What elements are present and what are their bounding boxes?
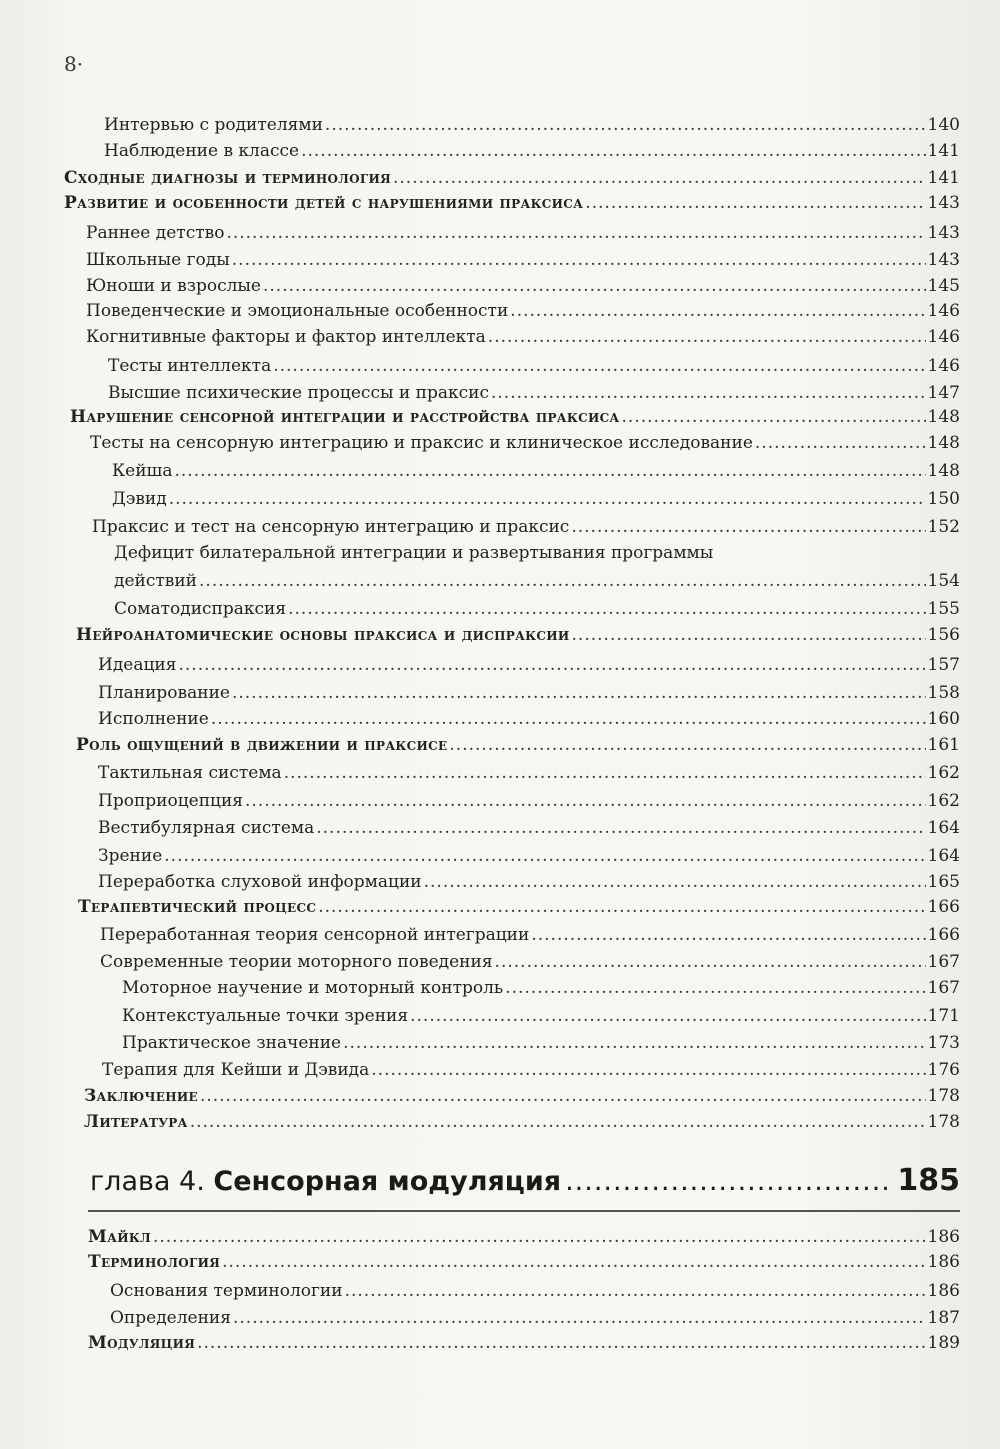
toc-entry-page: 146 — [927, 301, 960, 321]
toc-leader-dots — [164, 843, 925, 869]
toc-entry-page: 178 — [927, 1112, 960, 1132]
toc-leader-dots — [505, 975, 925, 1001]
toc-entry-title: Развитие и особенности детей с нарушениями праксиса — [64, 193, 584, 213]
toc-entry — [98, 760, 960, 786]
toc-entry-title: Когнитивные факторы и фактор интеллекта — [86, 327, 486, 347]
toc-leader-dots — [169, 486, 926, 512]
toc-entry — [86, 324, 960, 350]
chapter-title: Сенсорная модуляция — [213, 1166, 562, 1197]
toc-leader-dots — [343, 1030, 925, 1056]
toc-entry-title: Тактильная система — [98, 763, 282, 783]
toc-entry-page: 147 — [927, 383, 960, 403]
toc-entry — [108, 380, 960, 406]
chapter-prefix: глава 4. — [90, 1166, 205, 1197]
toc-entry-title: Майкл — [88, 1227, 151, 1247]
toc-entry-page: 154 — [927, 571, 960, 591]
toc-leader-dots — [510, 298, 925, 324]
toc-entry-title: Терминология — [88, 1252, 221, 1272]
toc-entry-page: 164 — [927, 818, 960, 838]
toc-leader-dots — [178, 652, 925, 678]
toc-entry — [64, 190, 960, 216]
toc-leader-dots — [226, 220, 925, 246]
toc-leader-dots — [199, 568, 926, 594]
toc-entry-title: Тесты интеллекта — [108, 356, 272, 376]
toc-entry-title: Соматодиспраксия — [114, 599, 287, 619]
toc-entry — [64, 165, 960, 191]
toc-entry — [98, 869, 960, 895]
toc-entry-title: Практическое значение — [122, 1033, 342, 1053]
toc-entry-title: Планирование — [98, 683, 230, 703]
toc-leader-dots — [200, 1083, 926, 1109]
toc-entry-page: 173 — [927, 1033, 960, 1053]
toc-entry-title: Дефицит билатеральной интеграции и развертывания программы — [114, 543, 714, 563]
toc-leader-dots — [571, 514, 925, 540]
toc-entry — [102, 1057, 960, 1083]
toc-leader-dots — [345, 1278, 926, 1304]
toc-entry-title: Наблюдение в классе — [104, 141, 300, 161]
toc-entry-page: 161 — [927, 735, 960, 755]
toc-entry-page: 156 — [927, 625, 960, 645]
toc-entry-page: 150 — [927, 489, 960, 509]
toc-entry-title: Идеация — [98, 655, 177, 675]
toc-entry — [122, 1003, 960, 1029]
toc-entry — [90, 430, 960, 456]
toc-entry-page: 171 — [927, 1006, 960, 1026]
toc-entry — [88, 1249, 960, 1275]
toc-entry-page: 143 — [927, 250, 960, 270]
toc-leader-dots — [316, 815, 925, 841]
toc-leader-dots — [263, 273, 926, 299]
toc-entry-title: Современные теории моторного поведения — [100, 952, 493, 972]
toc-leader-dots — [495, 949, 926, 975]
toc-entry-page: 160 — [927, 709, 960, 729]
toc-entry-title: Определения — [110, 1308, 231, 1328]
toc-entry — [76, 732, 960, 758]
toc-leader-dots — [318, 894, 925, 920]
toc-entry-title: Поведенческие и эмоциональные особенности — [86, 301, 509, 321]
toc-entry-page: 162 — [927, 791, 960, 811]
toc-entry — [98, 652, 960, 678]
toc-entry — [98, 788, 960, 814]
toc-entry-page: 186 — [927, 1227, 960, 1247]
toc-leader-dots — [325, 112, 926, 138]
toc-entry-page: 164 — [927, 846, 960, 866]
toc-entry-title: Зрение — [98, 846, 163, 866]
toc-entry-title: Школьные годы — [86, 250, 230, 270]
toc-entry-title: Дэвид — [112, 489, 167, 509]
toc-entry — [92, 514, 960, 540]
toc-entry-page: 158 — [927, 683, 960, 703]
toc-entry-page: 143 — [927, 223, 960, 243]
toc-entry-page: 187 — [927, 1308, 960, 1328]
toc-leader-dots — [232, 680, 926, 706]
chapter-rule — [88, 1210, 960, 1212]
toc-leader-dots — [301, 138, 925, 164]
toc-entry-title: Высшие психические процессы и праксис — [108, 383, 489, 403]
toc-entry — [86, 298, 960, 324]
toc-entry — [98, 706, 960, 732]
toc-entry-title: Интервью с родителями — [104, 115, 323, 135]
toc-entry — [110, 1278, 960, 1304]
toc-leader-dots — [175, 458, 926, 484]
toc-entry — [114, 540, 960, 566]
toc-entry — [122, 1030, 960, 1056]
toc-leader-dots — [449, 732, 925, 758]
toc-entry-title: Нарушение сенсорной интеграции и расстройства праксиса — [70, 407, 620, 427]
toc-entry-title: Переработка слуховой информации — [98, 872, 422, 892]
toc-leader-dots — [491, 380, 926, 406]
toc-leader-dots — [288, 596, 925, 622]
toc-entry-page: 162 — [927, 763, 960, 783]
toc-leader-dots — [585, 190, 925, 216]
toc-leader-dots — [197, 1330, 925, 1356]
page-number: 8· — [64, 52, 84, 76]
toc-leader-dots — [424, 869, 926, 895]
toc-entry — [76, 622, 960, 648]
toc-entry-page: 178 — [927, 1086, 960, 1106]
toc-entry — [98, 815, 960, 841]
toc-leader-dots — [245, 788, 926, 814]
toc-entry-page: 165 — [927, 872, 960, 892]
toc-entry — [84, 1109, 960, 1135]
toc-entry-title: Роль ощущений в движении и праксисе — [76, 735, 448, 755]
toc-entry-page: 189 — [927, 1333, 960, 1353]
toc-leader-dots — [273, 353, 925, 379]
chapter-leader-dots — [565, 1166, 893, 1197]
toc-entry — [114, 568, 960, 594]
toc-entry — [98, 843, 960, 869]
chapter-label — [90, 1166, 561, 1197]
toc-entry — [122, 975, 960, 1001]
toc-entry — [78, 894, 960, 920]
toc-leader-dots — [233, 1305, 926, 1331]
toc-leader-dots — [488, 324, 926, 350]
toc-entry-page: 145 — [927, 276, 960, 296]
toc-entry-title: Контекстуальные точки зрения — [122, 1006, 409, 1026]
toc-entry-title: Нейроанатомические основы праксиса и диспраксии — [76, 625, 570, 645]
toc-entry-title: Праксис и тест на сенсорную интеграцию и праксис — [92, 517, 570, 537]
toc-entry-title: действий — [114, 571, 198, 591]
toc-entry — [100, 922, 960, 948]
toc-leader-dots — [755, 430, 926, 456]
toc-entry-title: Моторное научение и моторный контроль — [122, 978, 504, 998]
toc-entry — [110, 1305, 960, 1331]
toc-entry-page: 167 — [927, 978, 960, 998]
chapter-page-number: 185 — [897, 1163, 960, 1198]
toc-leader-dots — [222, 1249, 925, 1275]
toc-entry-page: 155 — [927, 599, 960, 619]
toc-leader-dots — [153, 1224, 926, 1250]
toc-entry — [98, 680, 960, 706]
toc-entry-title: Переработанная теория сенсорной интеграции — [100, 925, 530, 945]
toc-entry-page: 157 — [927, 655, 960, 675]
toc-leader-dots — [393, 165, 926, 191]
toc-entry-page: 186 — [927, 1281, 960, 1301]
toc-entry-page: 148 — [927, 407, 960, 427]
toc-entry-title: Вестибулярная система — [98, 818, 315, 838]
toc-entry — [86, 247, 960, 273]
toc-entry — [84, 1083, 960, 1109]
toc-entry-title: Терапевтический процесс — [78, 897, 317, 917]
toc-entry — [104, 138, 960, 164]
toc-leader-dots — [190, 1109, 926, 1135]
toc-entry-title: Кейша — [112, 461, 173, 481]
toc-entry-title: Сходные диагнозы и терминология — [64, 168, 391, 188]
toc-entry-page: 146 — [927, 327, 960, 347]
toc-entry-title: Проприоцепция — [98, 791, 244, 811]
toc-leader-dots — [232, 247, 926, 273]
toc-leader-dots — [211, 706, 926, 732]
toc-leader-dots — [572, 622, 926, 648]
toc-entry — [70, 404, 960, 430]
toc-entry-page: 141 — [927, 168, 960, 188]
toc-entry-page: 148 — [927, 433, 960, 453]
toc-entry-page: 143 — [927, 193, 960, 213]
toc-entry — [88, 1330, 960, 1356]
toc-entry-page: 141 — [927, 141, 960, 161]
toc-leader-dots — [410, 1003, 925, 1029]
toc-entry-page: 167 — [927, 952, 960, 972]
toc-entry — [86, 220, 960, 246]
toc-leader-dots — [371, 1057, 925, 1083]
toc-entry-page: 146 — [927, 356, 960, 376]
toc-entry-page: 186 — [927, 1252, 960, 1272]
toc-entry — [88, 1224, 960, 1250]
toc-entry-title: Литература — [84, 1112, 188, 1132]
toc-entry-page: 166 — [927, 925, 960, 945]
chapter-heading — [90, 1163, 960, 1198]
toc-entry-page: 166 — [927, 897, 960, 917]
toc-entry-title: Исполнение — [98, 709, 209, 729]
toc-entry-page: 148 — [927, 461, 960, 481]
toc-entry-title: Тесты на сенсорную интеграцию и праксис и клиническое исследование — [90, 433, 753, 453]
toc-entry-title: Терапия для Кейши и Дэвида — [102, 1060, 370, 1080]
toc-entry — [114, 596, 960, 622]
toc-entry — [104, 112, 960, 138]
toc-entry — [86, 273, 960, 299]
toc-entry — [112, 458, 960, 484]
toc-entry-title: Юноши и взрослые — [86, 276, 261, 296]
toc-entry-title: Основания терминологии — [110, 1281, 343, 1301]
toc-entry-title: Модуляция — [88, 1333, 196, 1353]
toc-entry-title: Раннее детство — [86, 223, 225, 243]
toc-entry-page: 152 — [927, 517, 960, 537]
toc-entry-title: Заключение — [84, 1086, 198, 1106]
toc-entry — [108, 353, 960, 379]
toc-leader-dots — [531, 922, 925, 948]
toc-leader-dots — [622, 404, 926, 430]
toc-entry-page: 140 — [927, 115, 960, 135]
toc-leader-dots — [284, 760, 926, 786]
toc-entry — [100, 949, 960, 975]
toc-entry — [112, 486, 960, 512]
toc-entry-page: 176 — [927, 1060, 960, 1080]
